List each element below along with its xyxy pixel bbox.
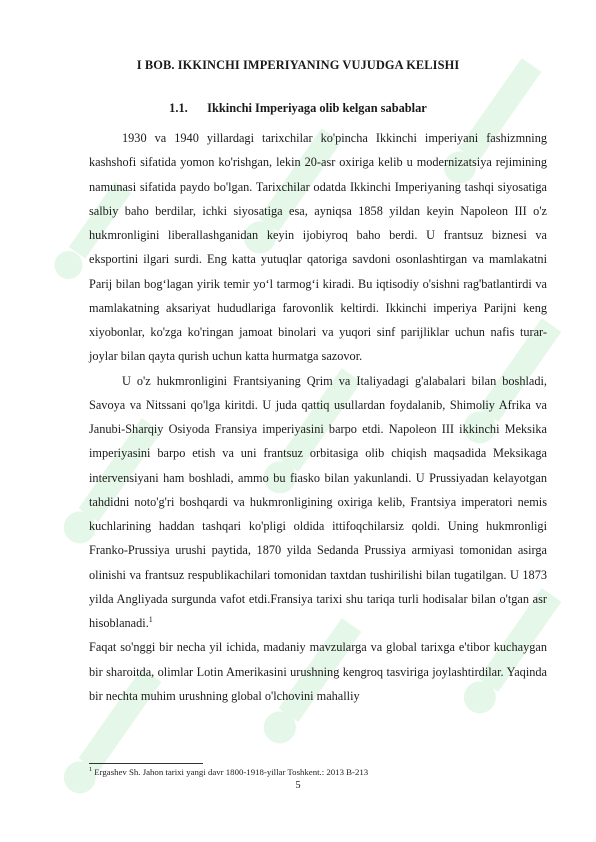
footnote-reference[interactable]: 1: [148, 614, 153, 624]
paragraph-3: Faqat so'nggi bir necha yil ichida, madaniy mavzularga va global tarixga e'tibor kuchaygan bir sharoitda, olimlar Lotin Amerikasini urushning kengroq tasviriga joylashtirdilar. Yaqinda bir nechta muhim urushning global o'lchovini mahalliy: [89, 640, 547, 703]
body-text: [89, 126, 547, 708]
paragraph-2: [89, 369, 547, 636]
section-number: 1.1.: [169, 101, 188, 115]
footnote-text: Ergashev Sh. Jahon tarixi yangi davr 1800-1918-yillar Toshkent.: 2013 B-213: [94, 767, 369, 777]
footnote: [89, 767, 549, 778]
footnote-separator: [89, 763, 203, 764]
paragraph-2-text: U o'z hukmronligini Frantsiyaning Qrim va Italiyadagi g'alabalari bilan boshladi, Savoya va Nitssani qo'lga kiritdi. U juda qattiq usullardan foydalanib, Shimoliy Afrika va Janubi-Sharqiy Osiyoda Fransiya imperiyasini barpo etdi. Napoleon III ikkinchi Meksika imperiyasini barpo etish va uni frantsuz orbitasiga olib chiqish maqsadida Meksikaga intervensiyani ham boshladi, ammo bu fiasko bilan yakunlandi. U Prussiyadan kelayotgan tahdidni noto'g'ri boshqardi va hukmronligining oxiriga kelib, Frantsiya imperatori nemis kuchlarining haddan tashqari ko'pligi oldida ittifoqchilarsiz qoldi. Uning hukmronligi Franko-Prussiya urushi paytida, 1870 yilda Sedanda Prussiya armiyasi tomonidan asirga olinishi va frantsuz respublikachilari tomonidan taxtdan tushirilishi bilan tugatilgan. U 1873 yilda Angliyada surgunda vafot etdi.Fransiya tarixi shu tariqa turli hodisalar bilan o'tgan asr hisoblanadi.: [89, 373, 547, 630]
section-heading: [0, 101, 596, 116]
footnote-number: 1: [89, 766, 93, 774]
page-number: 5: [295, 780, 301, 791]
chapter-title: I BOB. IKKINCHI IMPERIYANING VUJUDGA KELISHI: [136, 58, 460, 72]
section-title: Ikkinchi Imperiyaga olib kelgan sabablar: [207, 101, 427, 115]
paragraph-1: 1930 va 1940 yillardagi tarixchilar ko'pincha Ikkinchi imperiyani fashizmning kashshofi sifatida yomon ko'rishgan, lekin 20-asr oxiriga kelib u modernizatsiya rejimining namunasi sifatida paydo bo'lgan. Tarixchilar odatda Ikkinchi Imperiyaning tashqi siyosatiga salbiy baho berdilar, ichki siyosatiga esa, ayniqsa 1858 yildan keyin Napoleon III o'z hukmronligini liberallashganidan keyin ijobiyroq baho berdi. U frantsuz biznesi va eksportini ilgari surdi. Eng katta yutuqlar qatoriga savdoni osonlashtirgan va mamlakatni Parij bilan bog‘lagan yirik temir yo‘l tarmog‘i kiradi. Bu iqtisodiy o'sishni rag'batlantirdi va mamlakatning aksariyat hududlariga farovonlik keltirdi. Ikkinchi imperiya Parijni keng xiyobonlar, ko'zga ko'ringan jamoat binolari va yuqori sinf parijliklar uchun nafis turar-joylar bilan qayta qurish uchun katta hurmatga sazovor.: [89, 131, 547, 364]
